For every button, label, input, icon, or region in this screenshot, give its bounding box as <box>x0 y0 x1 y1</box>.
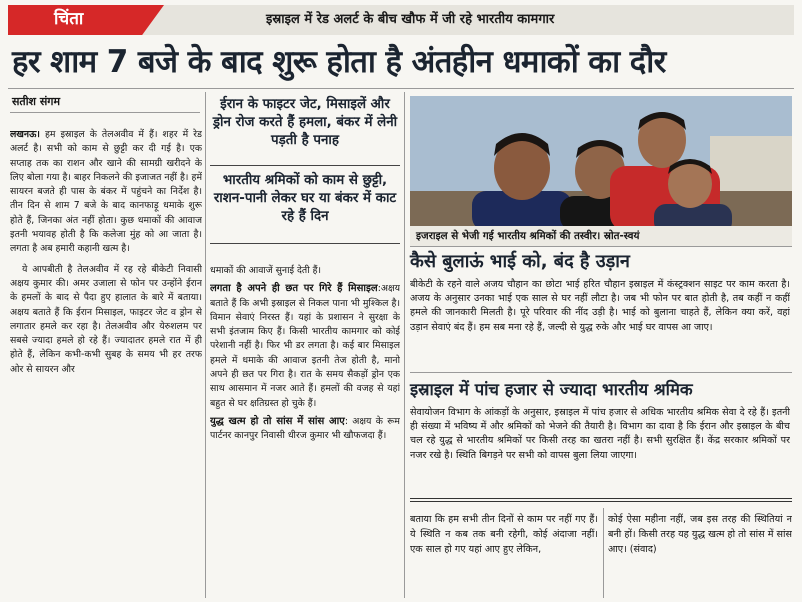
dateline: लखनऊ। <box>10 129 40 140</box>
story2-heading: कैसे बुलाऊं भाई को, बंद है उड़ान <box>410 251 630 272</box>
story3-rule-bottom <box>410 501 792 502</box>
column-1 <box>10 128 202 598</box>
story3-body: सेवायोजन विभाग के आंकड़ों के अनुसार, इस्राइल में पांच हजार से अधिक भारतीय श्रमिक सेवा दे रहे हैं। इतनी ही संख्या में भविष्य में और श्रमिकों को भेजने की तैयारी है। विभाग का दावा है कि ईरान और इस्राइल के बीच चल रहे युद्ध से भारतीय श्रमिकों पर किसी तरह का खतरा नहीं है। सभी सुरक्षित हैं। केंद्र सरकार श्रमिकों पर नजर रखे है। स्थिति बिगड़ने पर सभी को वापस बुला लिया जाएगा। <box>410 407 790 461</box>
pullquote-2: भारतीय श्रमिकों को काम से छुट्टी, राशन-पानी लेकर घर या बंकर में काट रहे हैं दिन <box>213 173 397 224</box>
story3-heading: इस्राइल में पांच हजार से ज्यादा भारतीय श्रमिक <box>410 380 693 399</box>
section-tag <box>8 5 164 35</box>
story3-rule-top <box>410 498 792 499</box>
headline: हर शाम 7 बजे के बाद शुरू होता है अंतहीन धमाकों का दौर <box>12 44 666 80</box>
column-divider-1 <box>205 92 206 598</box>
kicker-text: इस्राइल में रेड अलर्ट के बीच खौफ में जी रहे भारतीय कामगार <box>266 12 555 27</box>
column-divider-3 <box>603 508 604 598</box>
section-tag-text: चिंता <box>54 9 84 29</box>
subhead-1: लगता है अपने ही छत पर गिरे हैं मिसाइल <box>210 283 378 295</box>
photo-caption: इजराइल से भेजी गई भारतीय श्रमिकों की तस्वीर। स्रोत-स्वयं <box>416 230 640 242</box>
pullquote-rule <box>210 165 400 166</box>
story2-body: बीकेटी के रहने वाले अजय चौहान का छोटा भाई हरित चौहान इस्राइल में कंस्ट्रक्शन साइट पर काम करता है। अजय के अनुसार उनका भाई एक साल से घर नहीं लौटा है। जब भी फोन पर बात होती है, तब कहीं न कहीं हमले की जानकारी मिलती है। पूरे परिवार की नींद उड़ी है। भाई को बुलाना चाहते हैं, लेकिन क्या करें, वहां उड़ान सेवाएं बंद हैं। हम सब मना रहे हैं, जल्दी से युद्ध रुके और भाई घर वापस आ जाए। <box>410 279 790 333</box>
column-2 <box>210 264 400 598</box>
headline-rule <box>8 88 794 89</box>
column-3: बताया कि हम सभी तीन दिनों से काम पर नहीं गए हैं। ये स्थिति न कब तक बनी रहेगी, कोई अंदाजा नहीं। एक साल हो गए यहां आए हुए लेकिन, <box>410 514 598 555</box>
col2-paragraph-2: लगता है अपने ही छत पर गिरे हैं मिसाइल:अक्षय बताते हैं कि अभी इस्राइल से निकल पाना भी मुश्किल है। विमान सेवाएं निरस्त हैं। यहां के प्रशासन ने सुरक्षा के सभी इंतजाम किए हैं। किसी भारतीय कामगार को कोई परेशानी नहीं है। फिर भी डर लगता है। कई बार मिसाइल हमले में धमाके की आवाज इतनी तेज होती है, मानो अपने ही छत पर गिरा है। रात के समय सैकड़ों ड्रोन एक साथ आसमान में नजर आते हैं। हमलों की वजह से यहां बहुत से घर क्षतिग्रस्त हो चुके हैं। <box>210 283 400 409</box>
column-divider-2 <box>404 92 405 598</box>
byline: सतीश संगम <box>12 95 61 108</box>
pullquote-1: ईरान के फाइटर जेट, मिसाइलें और ड्रोन रोज करते हैं हमला, बंकर में लेनी पड़ती है पनाह <box>212 97 398 148</box>
col2-paragraph-1: धमाकों की आवाजें सुनाई देती हैं। <box>210 265 322 276</box>
col1-paragraph-2: ये आपबीती है तेलअवीव में रह रहे बीकेटी निवासी अक्षय कुमार की। अमर उजाला से फोन पर उन्होंने ईरान के हमलों के बाद से पैदा हुए हालात के बारे में बताया। अक्षय बताते हैं कि ईरान मिसाइल, फाइटर जेट व ड्रोन से लगातार हमले कर रहा है। तेलअवीव और येरुशलम पर सबसे ज्यादा हमले हो रहे हैं। ज्यादातर हमले रात में ही होते हैं, लेकिन कभी-कभी सुबह के समय भी हर तरफ ओर से सायरन और <box>10 263 202 375</box>
col1-paragraph-1: लखनऊ। हम इस्राइल के तेलअवीव में हैं। शहर में रेड अलर्ट है। सभी को काम से छुट्टी कर दी गई है। एक सप्ताह तक का राशन और खाने की सामग्री खरीदने के लिए बोला गया है। बाहर निकलने की इजाजत नहीं है। हमें सायरन बजते ही पास के बंकर में पहुंचने का निर्देश है। तीन दिन से शाम 7 बजे के बाद कानफाड़ू धमाके शुरू होते हैं, जिनका अंत नहीं होता। कुछ धमाकों की आवाज इतनी भयावह होती है कि कलेजा मुंह को आ जाता है। लगता है अब हमारी कहानी खत्म है। <box>10 129 202 255</box>
photo <box>410 96 792 226</box>
subhead-2: युद्ध खत्म हो तो सांस में सांस आए <box>210 415 345 427</box>
column-4: कोई ऐसा महीना नहीं, जब इस तरह की स्थितियां न बनी हों। किसी तरह यह युद्ध खत्म हो तो सांस में सांस आए। (संवाद) <box>608 514 792 555</box>
col2-paragraph-3: युद्ध खत्म हो तो सांस में सांस आए: अक्षय के रूम पार्टनर कानपुर निवासी धीरज कुमार भी खौफजदा हैं। <box>210 415 400 442</box>
pullquote-rule-bottom <box>210 243 400 244</box>
byline-rule <box>10 112 200 113</box>
workers-photo-illustration <box>410 96 792 226</box>
story2-rule <box>410 372 792 373</box>
